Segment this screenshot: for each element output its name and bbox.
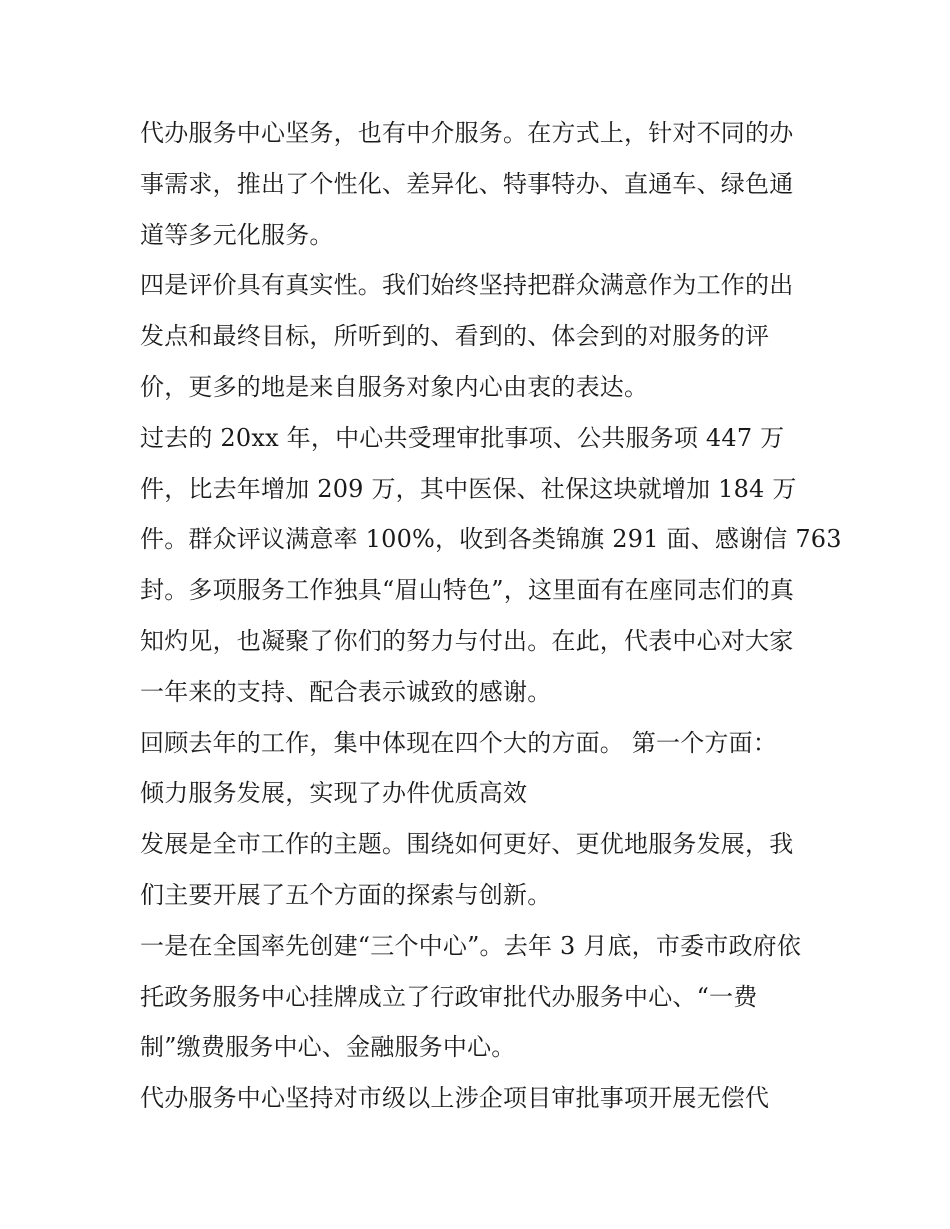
text-line: 价，更多的地是来自服务对象内心由衷的表达。 [140, 372, 649, 401]
text-line: 们主要开展了五个方面的探索与创新。 [140, 880, 552, 909]
text-line: 代办服务中心坚务，也有中介服务。在方式上，针对不同的办 [140, 119, 794, 147]
text-line: 回顾去年的工作，集中体现在四个大的方面。 第一个方面： [140, 728, 778, 757]
text-line: 件，比去年增加 209 万，其中医保、社保这块就增加 184 万 [140, 474, 797, 503]
text-line: 道等多元化服务。 [140, 220, 334, 249]
text-line: 事需求，推出了个性化、差异化、特事特办、直通车、绿色通 [140, 169, 794, 198]
text-line: 倾力服务发展，实现了办件优质高效 [140, 779, 528, 808]
text-line: 封。多项服务工作独具“眉山特色”，这里面有在座同志们的真 [140, 576, 795, 605]
text-line: 过去的 20xx 年，中心共受理审批事项、公共服务项 447 万 [140, 423, 785, 452]
text-line: 发展是全市工作的主题。围绕如何更好、更优地服务发展，我 [140, 830, 794, 859]
document-body [140, 108, 842, 1124]
text-line: 制”缴费服务中心、金融服务中心。 [140, 1033, 516, 1062]
text-line: 四是评价具有真实性。我们始终坚持把群众满意作为工作的出 [140, 271, 794, 300]
text-line: 托政务服务中心挂牌成立了行政审批代办服务中心、“一费 [140, 982, 758, 1011]
text-line: 一是在全国率先创建“三个中心”。去年 3 月底，市委市政府依 [140, 931, 802, 960]
text-line: 一年来的支持、配合表示诚致的感谢。 [140, 677, 552, 706]
text-line: 件。群众评议满意率 100%，收到各类锦旗 291 面、感谢信 763 [140, 525, 842, 554]
text-line: 知灼见，也凝聚了你们的努力与付出。在此，代表中心对大家 [140, 626, 794, 655]
text-line: 代办服务中心坚持对市级以上涉企项目审批事项开展无偿代 [140, 1084, 770, 1113]
text-line: 发点和最终目标，所听到的、看到的、体会到的对服务的评 [140, 322, 770, 351]
